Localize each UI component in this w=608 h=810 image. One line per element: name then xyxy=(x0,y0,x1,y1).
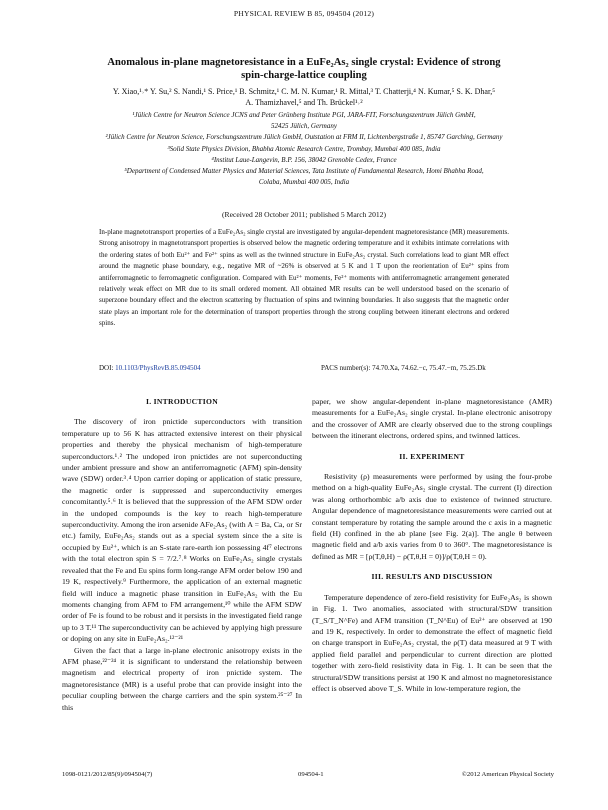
abstract: In-plane magnetotransport properties of a EuFe₂As₂ single crystal are investigated by angular-dependent magnetoresistance (MR) measurements. Strong anisotropy in magnetotransport properties is observed below the magnetic ordering temperature and it exhibits intimate correlations with the ordering states of both Eu²⁺ and Fe²⁺ spins as well as the twinned structure in EuFe₂As₂ crystal. Such correlations lead to giant MR effect around the magnetic phase boundary, e.g., negative MR of ~26% is observed at 5 K and 1 T upon the reorientation of Eu²⁺ spins from antiferromagnetic to ferromagnetic configuration. Compared with Eu²⁺ moments, Fe²⁺ moments with antiferromagnetic arrangement generated relatively weak effect on MR due to its small ordered moment. All obtained MR results can be well understood based on the scenario of superzone boundary effect and the electron scattering by fluctuation of spins and twinning boundaries. It also suggests that the magnetic order state plays an important role for the determination of transport properties through the strong coupling between itinerant electrons and ordered spins. xyxy=(99,228,509,328)
author-list xyxy=(40,86,568,108)
doi xyxy=(99,364,201,372)
section-heading-results: III. RESULTS AND DISCUSSION xyxy=(371,572,493,582)
doi-link[interactable]: 10.1103/PhysRevB.85.094504 xyxy=(115,364,201,372)
doi-prefix: DOI: xyxy=(99,364,116,372)
paper-title xyxy=(60,56,548,82)
affiliation-line: Colaba, Mumbai 400 005, India xyxy=(258,178,350,187)
section-heading-introduction: I. INTRODUCTION xyxy=(145,397,218,406)
intro-paragraph-1: The discovery of iron pnictide superconductors with transition temperature up to 56 K has attracted extensive interest on their physical properties and thereby the physical mechanism of high-temperature superconductors.¹˒² The undoped iron pnictides are not superconducting under ambient pressure and show an antiferromagnetic (AFM) spin-density wave (SDW) order.³˒⁴ Upon carrier doping or application of static pressure, the magnetic order is suppressed and superconductivity emerges concomitantly.⁵˒⁶ It is believed that the suppression of the AFM SDW order in the undoped compounds is the key to reach high-temperature superconductivity. Among the iron arsenide AFe₂As₂ (with A = Ba, Ca, or Sr etc.) family, EuFe₂As₂ stands out as a special system since the a site is occupied by Eu²⁺, which is an S-state rare-earth ion possessing 4f⁷ electrons with the total electron spin S = 7/2.⁷˒⁸ Works on EuFe₂As₂ single crystals revealed that the Fe and Eu spins form long-range AFM order below 190 and 19 K, respectively.⁹ Furthermore, the application of an external magnetic field will induce a magnetic phase transition in EuFe₂As₂ with the Eu moments changing from AFM to FM arrangement,¹⁰ while the AFM SDW order of Fe is found to be robust and it persists in the investigated field range up to 3 T.¹¹ The superconductivity can be achieved by applying high pressure or doping on any site in EuFe₂As₂.¹²⁻²¹ xyxy=(62,417,302,644)
affiliation-line: ³Solid State Physics Division, Bhabha Atomic Research Centre, Trombay, Mumbai 400 085, India xyxy=(167,144,441,153)
results-paragraph: Temperature dependence of zero-field resistivity for EuFe₂As₂ is shown in Fig. 1. Two anomalies, associated with structural/SDW transition (T_S/T_N^Fe) and AFM transition (T_N^Eu) of Eu²⁺ are observed at 190 and 19 K, respectively. In order to demonstrate the effect of magnetic field on charge transport in EuFe₂As₂ crystal, the ρ(T) data measured at 9 T with applied field parallel and perpendicular to current direction are plotted together with zero-field resistivity data in Fig. 1. It can be seen that the structural/SDW transitions persist at 190 K and almost no magnetoresistance effect is observed above T_S. While in low-temperature region, the xyxy=(312,592,552,693)
affiliation-line: 52425 Jülich, Germany xyxy=(271,122,337,131)
affiliation-line: ⁵Department of Condensed Matter Physics and Material Sciences, Tata Institute of Fundamental Research, Homi Bhabha Road, xyxy=(124,167,484,176)
title-line-2: spin-charge-lattice coupling xyxy=(241,70,367,81)
running-head: PHYSICAL REVIEW B 85, 094504 (2012) xyxy=(233,9,375,18)
author-line-2: A. Thamizhavel,⁵ and Th. Brückel¹˒² xyxy=(245,98,363,107)
footer-copyright: ©2012 American Physical Society xyxy=(461,771,554,778)
affiliation-line: ⁴Institut Laue-Langevin, B.P. 156, 38042 Grenoble Cedex, France xyxy=(211,155,397,164)
received-dates: (Received 28 October 2011; published 5 March 2012) xyxy=(222,210,386,219)
affiliations xyxy=(22,110,586,188)
intro-paragraph-continued: paper, we show angular-dependent in-plane magnetoresistance (AMR) measurements for a EuFe₂As₂ single crystal. In-plane electronic anisotropy and the crossover of AMR are clearly observed due to the strong couplings between the itinerant electrons, ordered spins, and twinned lattices. xyxy=(312,397,552,441)
title-line-1: Anomalous in-plane magnetoresistance in a EuFe₂As₂ single crystal: Evidence of strong xyxy=(107,57,501,68)
section-heading-experiment: II. EXPERIMENT xyxy=(399,451,465,461)
affiliation-line: ¹Jülich Centre for Neutron Science JCNS and Peter Grünberg Institute PGI, JARA-FIT, Forschungszentrum Jülich GmbH, xyxy=(132,111,476,119)
affiliation-line: ²Jülich Centre for Neutron Science, Forschungszentrum Jülich GmbH, Outstation at FRM II, Lichtenbergstraße 1, 85747 Garching, Germany xyxy=(105,133,503,142)
footer-page-number: 094504-1 xyxy=(298,771,324,778)
pacs-numbers: PACS number(s): 74.70.Xa, 74.62.−c, 75.47.−m, 75.25.Dk xyxy=(321,364,486,372)
experiment-paragraph: Resistivity (ρ) measurements were performed by using the four-probe method on a high-quality EuFe₂As₂ single crystal. The current (I) direction was along orthorhombic a/b axis due to existence of twinned structure. Angular dependence of magnetoresistance measurements were carried out at constant temperature by rotating the sample around the c axis in a magnetic field (H) confined in the ab plane [see Fig. 2(a)]. The angle θ between magnetic field and a/b axis varies from 0 to 360°. The magnetoresistance is defined as MR = [ρ(T,θ,H) − ρ(T,θ,H = 0)]/ρ(T,θ,H = 0). xyxy=(312,472,552,561)
page-footer xyxy=(62,771,554,781)
left-column xyxy=(62,396,302,713)
footer-code: 1098-0121/2012/85(9)/094504(7) xyxy=(62,771,153,778)
intro-paragraph-2: Given the fact that a large in-plane electronic anisotropy exists in the AFM phase,²²⁻²⁴ it is significant to understand the relationship between magnetism and electrical property of iron pnictide system. The magnetoresistance (MR) is a useful probe that can provide insight into the peculiar coupling between the charge carriers and the spin system.²⁵⁻²⁷ In this xyxy=(62,645,302,712)
right-column xyxy=(312,396,552,694)
doi-pacs-row xyxy=(99,364,509,376)
author-line-1: Y. Xiao,¹˒* Y. Su,² S. Nandi,¹ S. Price,¹ B. Schmitz,¹ C. M. N. Kumar,¹ R. Mittal,³ T. Chatterji,⁴ N. Kumar,⁵ S. K. Dhar,⁵ xyxy=(112,87,496,96)
